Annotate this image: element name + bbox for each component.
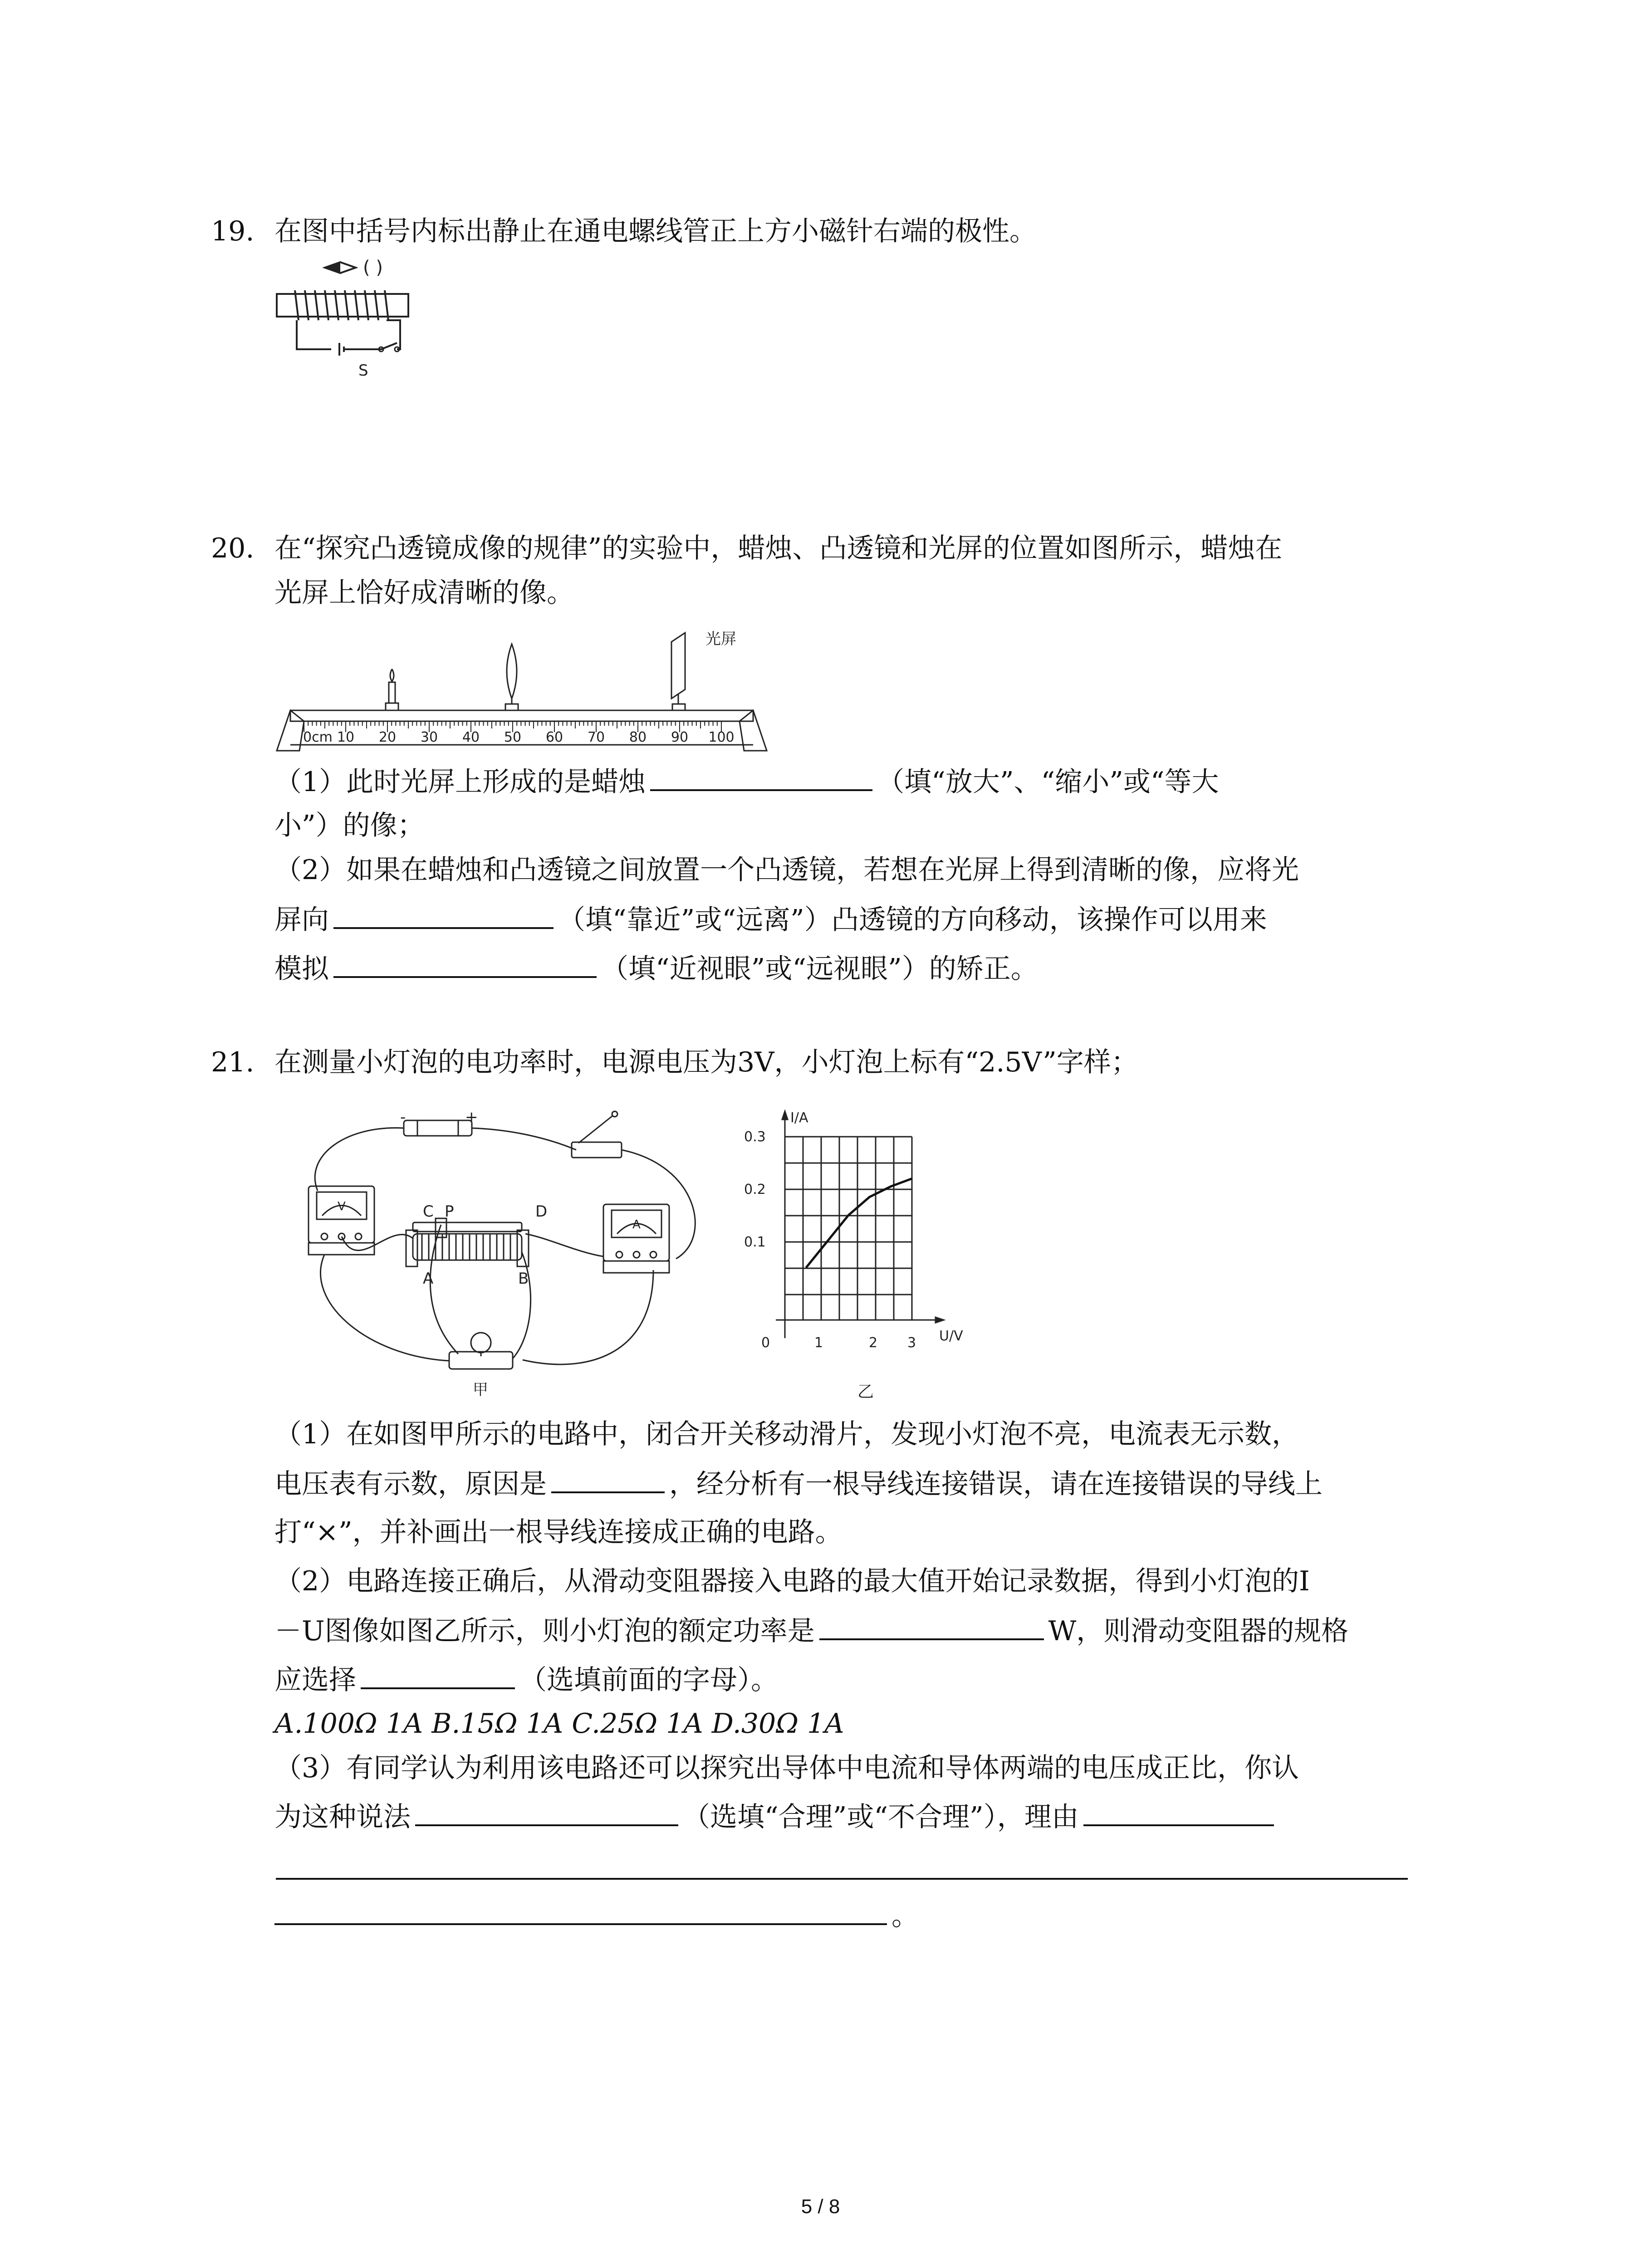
q20-p1-line1: （1）此时光屏上形成的是蜡烛 （填“放大”、“缩小”或“等大 <box>274 762 1219 801</box>
screen-label: 光屏 <box>705 630 736 648</box>
q20-p2-line2: 屏向 （填“靠近”或“远离”）凸透镜的方向移动，该操作可以用来 <box>274 900 1267 939</box>
q21-blank-judgement[interactable] <box>415 1797 678 1826</box>
terminal-d-label: D <box>535 1202 548 1221</box>
q19-number: 19. <box>211 215 255 247</box>
q21-p2-line1: （2）电路连接正确后，从滑动变阻器接入电路的最大值开始记录数据，得到小灯泡的I <box>274 1565 1310 1597</box>
bench-top <box>290 710 753 721</box>
q21-p2-line2: －U图像如图乙所示，则小灯泡的额定功率是 W，则滑动变阻器的规格 <box>274 1611 1348 1650</box>
optical-bench-figure <box>272 626 771 758</box>
light-screen-icon <box>671 633 685 710</box>
circuit-figure-jia <box>277 1102 740 1402</box>
q21-p1-line2: 电压表有示数，原因是 ，经分析有一根导线连接错误，请在连接错误的导线上 <box>274 1464 1323 1503</box>
q19-solenoid-figure <box>272 259 417 395</box>
ruler-label: 20 <box>378 729 397 745</box>
q20-stem-line1: 在“探究凸透镜成像的规律”的实验中，蜡烛、凸透镜和光屏的位置如图所示，蜡烛在 <box>274 533 1283 564</box>
ruler-labels <box>303 729 735 745</box>
q20-blank-direction[interactable] <box>333 900 554 929</box>
ruler-label: 90 <box>671 729 689 745</box>
q21-answer-line-2: 。 <box>274 1896 919 1935</box>
light-bulb-icon <box>449 1333 513 1369</box>
q21-p1-line1: （1）在如图甲所示的电路中，闭合开关移动滑片，发现小灯泡不亮，电流表无示数， <box>274 1418 1299 1450</box>
q21-blank-reason[interactable] <box>551 1464 665 1493</box>
q21-number: 21. <box>211 1046 255 1078</box>
ruler-label: 10 <box>337 729 355 745</box>
candle-icon <box>386 669 398 710</box>
switch-label: S <box>358 362 368 380</box>
graph-xlabel: U/V <box>939 1328 963 1344</box>
ruler-label: 100 <box>708 729 735 745</box>
page-number: 5 / 8 <box>801 2195 840 2218</box>
battery-minus: - <box>400 1108 406 1126</box>
battery-icon <box>404 1120 472 1136</box>
ruler-label: 50 <box>504 729 522 745</box>
graph-ylabel: I/A <box>790 1110 808 1126</box>
q21-blank-power[interactable] <box>819 1611 1044 1640</box>
xtick-1: 1 <box>814 1335 823 1351</box>
q20-blank-image-type[interactable] <box>650 762 872 791</box>
ruler-label: 30 <box>420 729 438 745</box>
q21-blank-rheostat[interactable] <box>361 1660 515 1689</box>
q21-blank-reason-end[interactable] <box>274 1896 887 1925</box>
figure-yi-caption: 乙 <box>857 1383 874 1401</box>
q20-number: 20. <box>211 533 255 564</box>
q19-paren[interactable]: ( ) <box>363 257 383 278</box>
q20-p1-line2: 小”）的像； <box>274 810 425 841</box>
battery-plus: + <box>465 1108 478 1126</box>
xtick-3: 3 <box>907 1335 916 1351</box>
terminal-a-label: A <box>423 1270 434 1288</box>
xtick-0: 0 <box>761 1335 770 1351</box>
q21-p3-line2: 为这种说法 （选填“合理”或“不合理”），理由 <box>274 1797 1279 1836</box>
ruler-label: 70 <box>587 729 605 745</box>
q20-blank-eye[interactable] <box>333 949 597 978</box>
voltmeter-icon <box>309 1186 374 1255</box>
figure-jia-caption: 甲 <box>473 1381 488 1399</box>
slider-p-label: P <box>445 1202 454 1221</box>
iu-curve <box>806 1178 912 1267</box>
q20-stem-line2: 光屏上恰好成清晰的像。 <box>274 577 574 609</box>
ammeter-symbol: A <box>632 1218 641 1232</box>
q21-p1-line3: 打“×”，并补画出一根导线连接成正确的电路。 <box>274 1516 843 1548</box>
ytick-0-1: 0.1 <box>744 1234 766 1250</box>
axes <box>776 1111 944 1338</box>
terminal-c-label: C <box>423 1202 434 1221</box>
q20-p2-line3: 模拟 （填“近视眼”或“远视眼”）的矫正。 <box>274 949 1038 988</box>
q21-options: A.100Ω 1A B.15Ω 1A C.25Ω 1A D.30Ω 1A <box>274 1708 844 1740</box>
ytick-0-3: 0.3 <box>744 1129 766 1145</box>
ruler-label: 80 <box>629 729 647 745</box>
q21-blank-reason-start[interactable] <box>1083 1797 1274 1826</box>
switch-icon <box>572 1111 622 1158</box>
q21-p2-line3: 应选择 （选填前面的字母）。 <box>274 1660 778 1699</box>
q21-stem: 在测量小灯泡的电功率时，电源电压为3V，小灯泡上标有“2.5V”字样； <box>274 1046 1138 1078</box>
q21-p3-line1: （3）有同学认为利用该电路还可以探究出导体中电流和导体两端的电压成正比，你认 <box>274 1752 1299 1784</box>
voltmeter-symbol: V <box>338 1200 346 1213</box>
q21-answer-line-1[interactable] <box>276 1878 1408 1880</box>
ruler-label: 0cm <box>303 729 333 745</box>
iu-graph-yi <box>726 1107 1007 1420</box>
xtick-2: 2 <box>869 1335 878 1351</box>
ytick-0-2: 0.2 <box>744 1182 766 1198</box>
rheostat-icon <box>406 1218 529 1266</box>
compass-needle-icon <box>325 262 356 273</box>
ammeter-icon <box>603 1204 669 1273</box>
q20-p2-line1: （2）如果在蜡烛和凸透镜之间放置一个凸透镜，若想在光屏上得到清晰的像，应将光 <box>274 854 1299 886</box>
ruler-label: 60 <box>545 729 563 745</box>
convex-lens-icon <box>505 644 518 710</box>
ruler-label: 40 <box>462 729 480 745</box>
q19-stem: 在图中括号内标出静止在通电螺线管正上方小磁针右端的极性。 <box>274 215 1037 247</box>
terminal-b-label: B <box>518 1270 529 1288</box>
